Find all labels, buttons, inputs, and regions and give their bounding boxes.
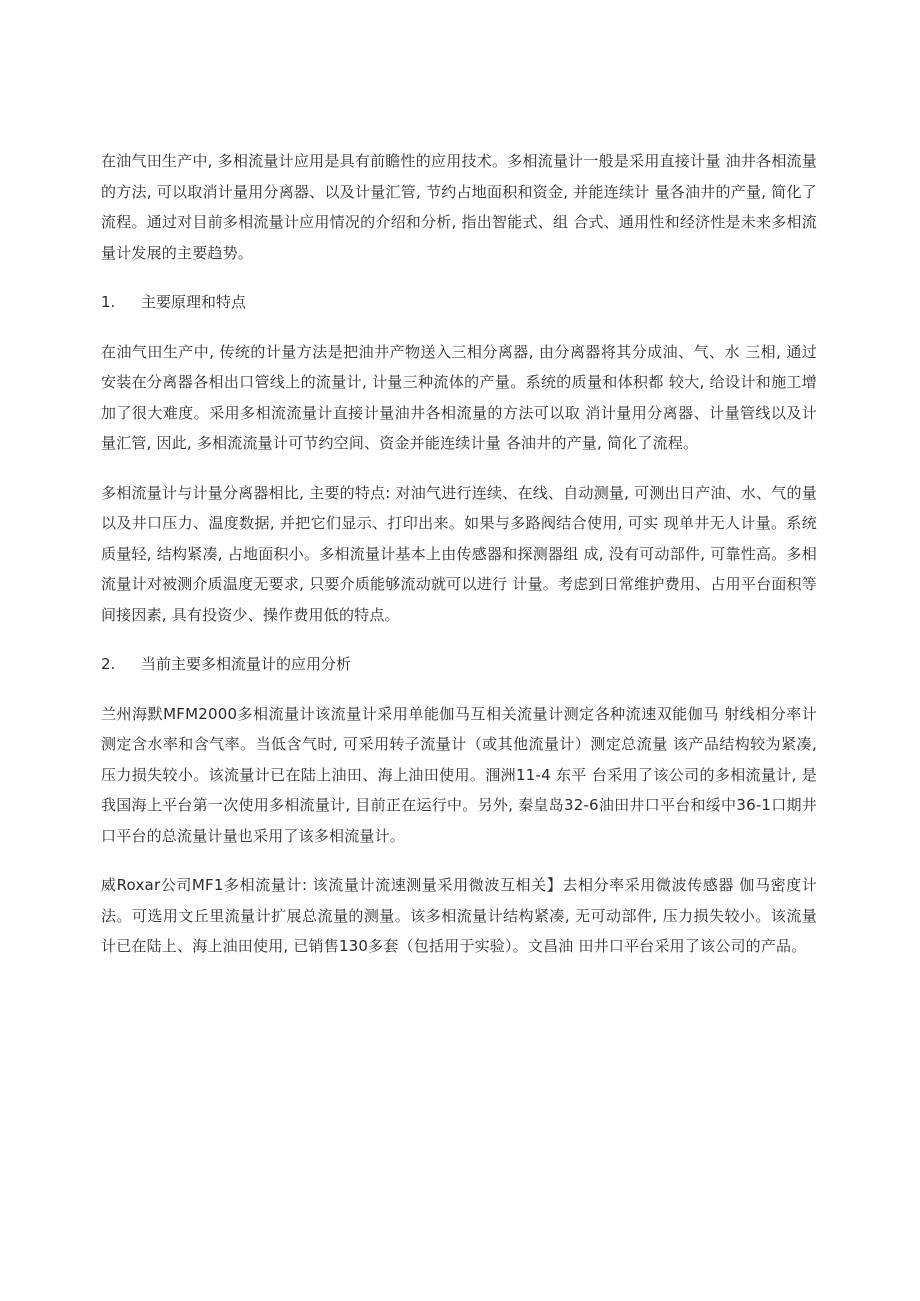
section-1-number: 1.	[101, 293, 116, 311]
section-2-number: 2.	[101, 655, 116, 673]
section-1-title: 主要原理和特点	[141, 293, 247, 311]
section-2-paragraph-1: 兰州海默MFM2000多相流量计该流量计采用单能伽马互相关流量计测定各种流速双能伽马 射线相分率计测定含水率和含气率。当低含气时, 可采用转子流量计（或其他流量计）测定总流量 该产品结构较为紧凑, 压力损失较小。该流量计已在陆上油田、海上油田使用。涠洲11-4 东平 台采用了该公司的多相流量计, 是我国海上平台第一次使用多相流量计, 目前正在运行中。另外, 秦皇岛32-6油田井口平台和绥中36-1口期井口平台的总流量计量也采用了该多相流量计。	[101, 704, 817, 845]
section-2-heading	[101, 649, 817, 680]
document-body	[101, 146, 817, 981]
section-1-paragraph-2: 多相流量计与计量分离器相比, 主要的特点: 对油气进行连续、在线、自动测量, 可测出日产油、水、气的量以及井口压力、温度数据, 并把它们显示、打印出来。如果与多路阀结合使用, 可实 现单井无人计量。系统质量轻, 结构紧凑, 占地面积小。多相流量计基本上由传感器和探测器组 成, 没有可动部件, 可靠性高。多相流量计对被测介质温度无要求, 只要介质能够流动就可以进行 计量。考虑到日常维护费用、占用平台面积等间接因素, 具有投资少、操作费用低的特点。	[101, 483, 817, 624]
section-1-paragraph-1: 在油气田生产中, 传统的计量方法是把油井产物送入三相分离器, 由分离器将其分成油、气、水 三相, 通过安装在分离器各相出口管线上的流量计, 计量三种流体的产量。系统的质量和体积都 较大, 给设计和施工增加了很大难度。采用多相流流量计直接计量油井各相流量的方法可以取 消计量用分离器、计量管线以及计量汇管, 因此, 多相流流量计可节约空间、资金并能连续计量 各油井的产量, 简化了流程。	[101, 342, 817, 452]
section-2-title: 当前主要多相流量计的应用分析	[141, 655, 352, 673]
intro-paragraph: 在油气田生产中, 多相流量计应用是具有前瞻性的应用技术。多相流量计一般是采用直接计量 油井各相流量的方法, 可以取消计量用分离器、以及计量汇管, 节约占地面积和资金, 并能连续计 量各油井的产量, 简化了流程。通过对目前多相流量计应用情况的介绍和分析, 指出智能式、组 合式、通用性和经济性是未来多相流量计发展的主要趋势。	[101, 152, 817, 262]
section-2-paragraph-2: 威Roxar公司MF1多相流量计: 该流量计流速测量采用微波互相关】去相分率采用微波传感器 伽马密度计法。可选用文丘里流量计扩展总流量的测量。该多相流量计结构紧凑, 无可动部件, 压力损失较小。该流量计已在陆上、海上油田使用, 已销售130多套（包括用于实验）。文昌油 田井口平台采用了该公司的产品。	[101, 876, 817, 955]
section-1-heading	[101, 287, 817, 318]
